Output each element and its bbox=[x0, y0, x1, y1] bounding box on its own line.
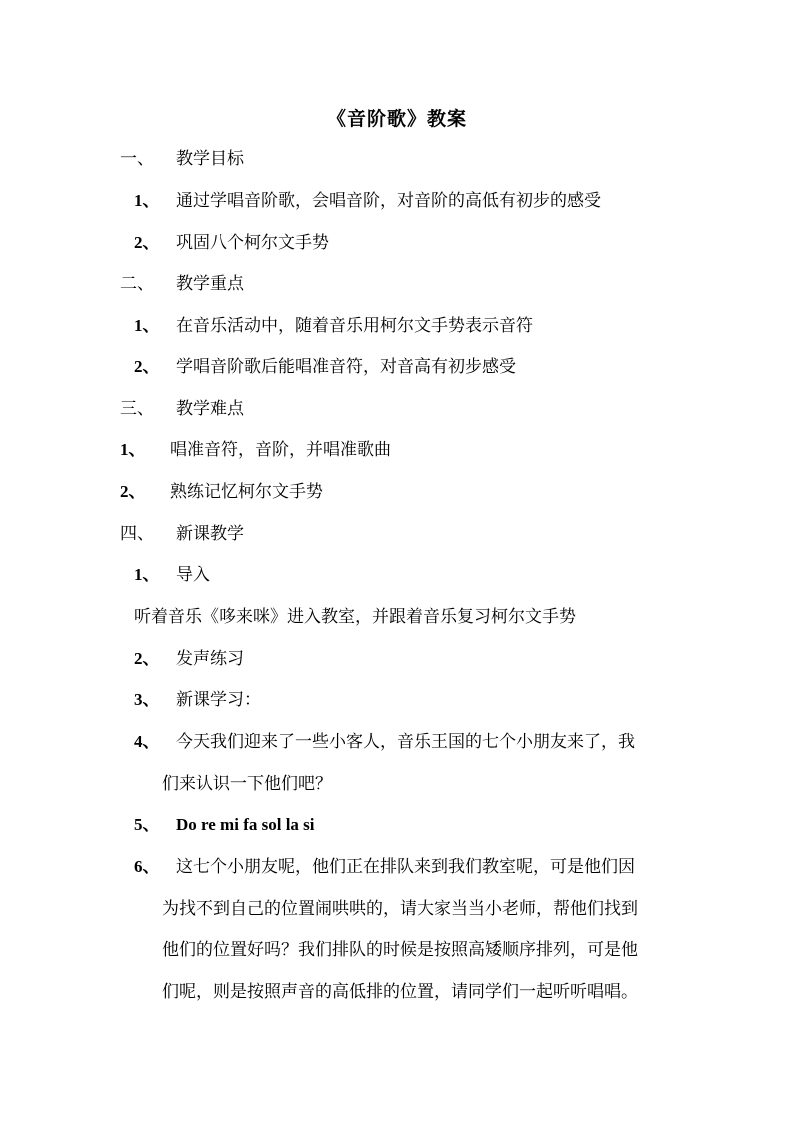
item-number: 1、 bbox=[120, 440, 146, 459]
paragraph-text: 听着音乐《哆来咪》进入教室，并跟着音乐复习柯尔文手势 bbox=[134, 607, 576, 627]
section-number: 三、 bbox=[120, 399, 154, 419]
item-text: 们呢，则是按照声音的高低排的位置，请同学们一起听听唱唱。 bbox=[162, 982, 638, 1002]
item-text: 在音乐活动中，随着音乐用柯尔文手势表示音符 bbox=[176, 316, 533, 336]
item-text: 他们的位置好吗？我们排队的时候是按照高矮顺序排列，可是他 bbox=[162, 940, 638, 960]
section-text: 新课教学 bbox=[176, 524, 244, 544]
item-text: 学唱音阶歌后能唱准音符，对音高有初步感受 bbox=[176, 357, 516, 377]
item-number: 2、 bbox=[134, 649, 160, 668]
item-number: 2、 bbox=[134, 357, 160, 376]
item-number: 1、 bbox=[134, 191, 160, 210]
item-text: 唱准音符，音阶，并唱准歌曲 bbox=[170, 440, 391, 460]
item-number: 4、 bbox=[134, 732, 160, 751]
item-number: 2、 bbox=[134, 233, 160, 252]
item-text: 通过学唱音阶歌，会唱音阶，对音阶的高低有初步的感受 bbox=[176, 191, 601, 211]
item-text: 导入 bbox=[176, 565, 210, 585]
item-text: 这七个小朋友呢，他们正在排队来到我们教室呢，可是他们因 bbox=[176, 857, 635, 877]
item-text: 今天我们迎来了一些小客人，音乐王国的七个小朋友来了，我 bbox=[176, 732, 635, 752]
document-title: 《音阶歌》教案 bbox=[326, 108, 467, 130]
item-number: 6、 bbox=[134, 857, 160, 876]
item-number: 3、 bbox=[134, 690, 160, 709]
section-number: 四、 bbox=[120, 524, 154, 544]
item-text: 熟练记忆柯尔文手势 bbox=[170, 482, 323, 502]
item-number: 1、 bbox=[134, 565, 160, 584]
item-text: 巩固八个柯尔文手势 bbox=[176, 233, 329, 253]
item-text: 新课学习： bbox=[176, 690, 261, 710]
section-number: 二、 bbox=[120, 274, 154, 294]
item-number: 5、 bbox=[134, 815, 160, 834]
section-text: 教学目标 bbox=[176, 149, 244, 169]
section-text: 教学难点 bbox=[176, 399, 244, 419]
section-text: 教学重点 bbox=[176, 274, 244, 294]
item-text: 为找不到自己的位置闹哄哄的，请大家当当小老师，帮他们找到 bbox=[162, 899, 638, 919]
item-text: 们来认识一下他们吧？ bbox=[162, 774, 332, 794]
solfege-text: Do re mi fa sol la si bbox=[176, 815, 315, 834]
item-number: 1、 bbox=[134, 316, 160, 335]
item-number: 2、 bbox=[120, 482, 146, 501]
section-number: 一、 bbox=[120, 149, 154, 169]
item-text: 发声练习 bbox=[176, 649, 244, 669]
